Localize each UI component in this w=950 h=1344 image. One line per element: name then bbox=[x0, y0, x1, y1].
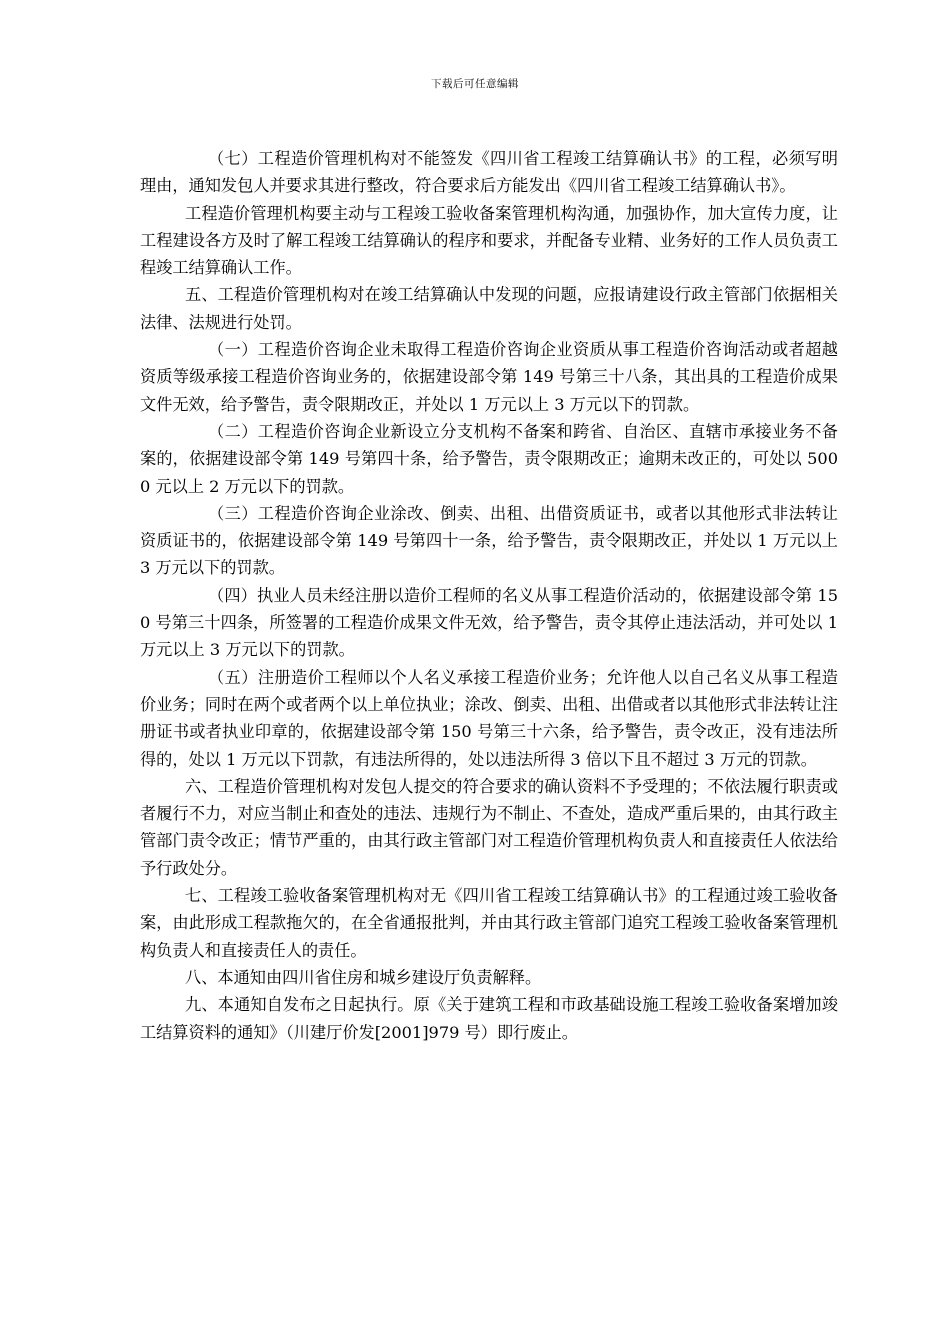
paragraph-section-9: 九、本通知自发布之日起执行。原《关于建筑工程和市政基础设施工程竣工验收备案增加竣工结算资料的通知》（川建厅价发[2001]979 号）即行废止。 bbox=[140, 995, 838, 1042]
document-body bbox=[140, 145, 838, 1046]
paragraph-section-6: 六、工程造价管理机构对发包人提交的符合要求的确认资料不予受理的；不依法履行职责或者履行不力，对应当制止和查处的违法、违规行为不制止、不查处，造成严重后果的，由其行政主管部门责令改正；情节严重的，由其行政主管部门对工程造价管理机构负责人和直接责任人依法给予行政处分。 bbox=[140, 776, 838, 878]
paragraph-coordination: 工程造价管理机构要主动与工程竣工验收备案管理机构沟通，加强协作，加大宣传力度，让工程建设各方及时了解工程竣工结算确认的程序和要求，并配备专业精、业务好的工作人员负责工程竣工结算确认工作。 bbox=[140, 203, 838, 278]
paragraph-item-5: （五）注册造价工程师以个人名义承接工程造价业务；允许他人以自己名义从事工程造价业务；同时在两个或者两个以上单位执业；涂改、倒卖、出租、出借或者以其他形式非法转让注册证书或者执业印章的，依据建设部令第 150 号第三十六条，给予警告，责令改正，没有违法所得的，处以 1 万元以下罚款，有违法所得的，处以违法所得 3 倍以下且不超过 3 万元的罚款。 bbox=[140, 667, 838, 769]
paragraph-item-7: （七）工程造价管理机构对不能签发《四川省工程竣工结算确认书》的工程，必须写明理由，通知发包人并要求其进行整改，符合要求后方能发出《四川省工程竣工结算确认书》。 bbox=[140, 149, 838, 196]
paragraph-item-4: （四）执业人员未经注册以造价工程师的名义从事工程造价活动的，依据建设部令第 150 号第三十四条，所签署的工程造价成果文件无效，给予警告，责令其停止违法活动，并可处以 1 万元以上 3 万元以下的罚款。 bbox=[140, 585, 838, 660]
paragraph-item-3: （三）工程造价咨询企业涂改、倒卖、出租、出借资质证书，或者以其他形式非法转让资质证书的，依据建设部令第 149 号第四十一条，给予警告，责令限期改正，并处以 1 万元以上 3 万元以下的罚款。 bbox=[140, 503, 838, 578]
paragraph-section-5: 五、工程造价管理机构对在竣工结算确认中发现的问题，应报请建设行政主管部门依据相关法律、法规进行处罚。 bbox=[140, 285, 838, 332]
paragraph-item-1: （一）工程造价咨询企业未取得工程造价咨询企业资质从事工程造价咨询活动或者超越资质等级承接工程造价咨询业务的，依据建设部令第 149 号第三十八条，其出具的工程造价成果文件无效，给予警告，责令限期改正，并处以 1 万元以上 3 万元以下的罚款。 bbox=[140, 340, 838, 414]
page-header: 下载后可任意编辑 bbox=[431, 78, 519, 90]
paragraph-item-2: （二）工程造价咨询企业新设立分支机构不备案和跨省、自治区、直辖市承接业务不备案的，依据建设部令第 149 号第四十条，给予警告，责令限期改正；逾期未改正的，可处以 5000 元以上 2 万元以下的罚款。 bbox=[140, 421, 838, 496]
paragraph-section-7: 七、工程竣工验收备案管理机构对无《四川省工程竣工结算确认书》的工程通过竣工验收备案，由此形成工程款拖欠的，在全省通报批判，并由其行政主管部门追究工程竣工验收备案管理机构负责人和直接责任人的责任。 bbox=[140, 886, 838, 960]
paragraph-section-8: 八、本通知由四川省住房和城乡建设厅负责解释。 bbox=[185, 967, 542, 987]
